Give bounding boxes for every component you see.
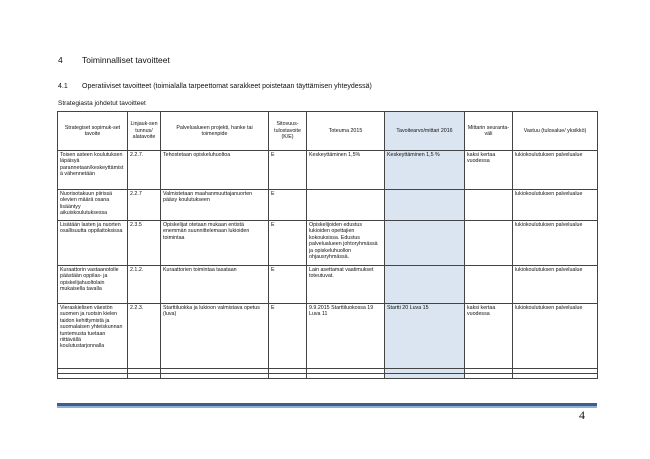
cell-strategic-goal: Kuraattorin vastaanotolle päästään oppilas- ja opiskelijahuoltolain mukaisella tavalla	[58, 266, 128, 304]
subsection-title: Operatiiviset tavoitteet (toimialalla tarpeettomat sarakkeet poistetaan täyttämisen yhteydessä)	[82, 83, 372, 90]
header-target-2016: Tavoitearvo/mittari 2016	[385, 112, 465, 151]
cell-policy-id: 2.2.7	[128, 190, 161, 221]
empty-table-row	[58, 374, 598, 379]
table-row	[58, 266, 598, 304]
table-row	[58, 190, 598, 221]
subsection-heading	[58, 83, 372, 90]
table-row	[58, 151, 598, 190]
page-number: 4	[579, 408, 585, 422]
cell-monitoring-interval: kaksi kertaa vuodessa	[465, 151, 513, 190]
table-row	[58, 221, 598, 266]
table-header-row	[58, 112, 598, 151]
cell-monitoring-interval	[465, 266, 513, 304]
objectives-table	[57, 111, 598, 379]
cell-target-2016	[385, 190, 465, 221]
header-policy-id: Linjauk-sen tunnus/ alatavoite	[128, 112, 161, 151]
cell-responsibility: lukiokoulutuksen palvelualue	[513, 304, 598, 369]
section-title: Toiminnalliset tavoitteet	[82, 55, 170, 65]
cell-policy-id: 2.3.5	[128, 221, 161, 266]
header-project: Palvelualueen projekti, hanke tai toimenpide	[161, 112, 269, 151]
cell-target-2016: Startti 20 Luva 15	[385, 304, 465, 369]
cell-binding: E	[269, 304, 307, 369]
cell-monitoring-interval	[465, 221, 513, 266]
cell-project: Starttiluokka ja lukioon valmistava opetus (luva)	[161, 304, 269, 369]
cell-strategic-goal: Toisen asteen koulutuksen läpäisyä parannetaan/keskeyttämistä vähennetään	[58, 151, 128, 190]
header-responsibility: Vastuu (tulosalue/ yksikkö)	[513, 112, 598, 151]
cell-actual-2015: Opiskelijoiden edustus lukioiden opettajien kokouksissa. Edustus palvelualueen johtoryhmässä ja opiskeluhuollon ohjausryhmässä.	[307, 221, 385, 266]
section-number: 4	[58, 55, 63, 65]
table-subtitle: Strategiasta johdetut tavoitteet	[58, 100, 146, 107]
cell-responsibility: lukiokoulutuksen palvelualue	[513, 151, 598, 190]
header-binding: Sitovuus-tulostavoite (K/E)	[269, 112, 307, 151]
section-heading	[58, 55, 170, 65]
cell-actual-2015: 9.9.2015 Starttiluokossa 19 Luva 11	[307, 304, 385, 369]
cell-strategic-goal: Lisätään lasten ja nuorten osallisuutta oppilaitoksissa	[58, 221, 128, 266]
cell-policy-id: 2.2.7.	[128, 151, 161, 190]
cell-binding: E	[269, 151, 307, 190]
cell-monitoring-interval: kaksi kertaa vuodessa	[465, 304, 513, 369]
cell-policy-id: 2.2.3.	[128, 304, 161, 369]
cell-strategic-goal: Vieraskielisen väestön suomen ja ruotsin kielen taidon kehittymistä ja suomalaisen yhteiskunnan tuntemusta tuetaan riittävällä koulutustarjonnalla	[58, 304, 128, 369]
cell-responsibility: lukiokoulutuksen palvelualue	[513, 221, 598, 266]
subsection-number: 4.1	[58, 83, 68, 90]
cell-responsibility: lukiokoulutuksen palvelualue	[513, 190, 598, 221]
cell-target-2016	[385, 221, 465, 266]
cell-policy-id: 2.1.2.	[128, 266, 161, 304]
cell-strategic-goal: Nuorisotakuun piirissä olevien määrä osana lisääntyy aikuiskoulutuksessa	[58, 190, 128, 221]
cell-project: Valmistetaan maahanmuuttajanuorten pääsy koulutukseen	[161, 190, 269, 221]
cell-binding: E	[269, 190, 307, 221]
cell-responsibility: lukiokoulutuksen palvelualue	[513, 266, 598, 304]
table-row	[58, 304, 598, 369]
cell-target-2016: Keskeyttäminen 1,5 %	[385, 151, 465, 190]
cell-monitoring-interval	[465, 190, 513, 221]
cell-binding: E	[269, 221, 307, 266]
cell-target-2016	[385, 266, 465, 304]
header-strategic-goal: Strategiset sopimuk-set tavoite	[58, 112, 128, 151]
header-monitoring-interval: Mittarin seuranta-väli	[465, 112, 513, 151]
cell-project: Tehostetaan opiskeluhuoltoa	[161, 151, 269, 190]
cell-actual-2015	[307, 190, 385, 221]
cell-binding: E	[269, 266, 307, 304]
cell-project: Opiskelijat otetaan mukaan entistä enemmän suunnittelemaan lukioiden toimintaa	[161, 221, 269, 266]
cell-actual-2015: Lain asettamat vaatimukset toteutuvat.	[307, 266, 385, 304]
cell-project: Kuraattorien toimintaa tasataan	[161, 266, 269, 304]
cell-actual-2015: Keskeyttäminen 1,5%	[307, 151, 385, 190]
header-actual-2015: Toteuma 2015	[307, 112, 385, 151]
footer-rule-accent	[57, 406, 597, 408]
